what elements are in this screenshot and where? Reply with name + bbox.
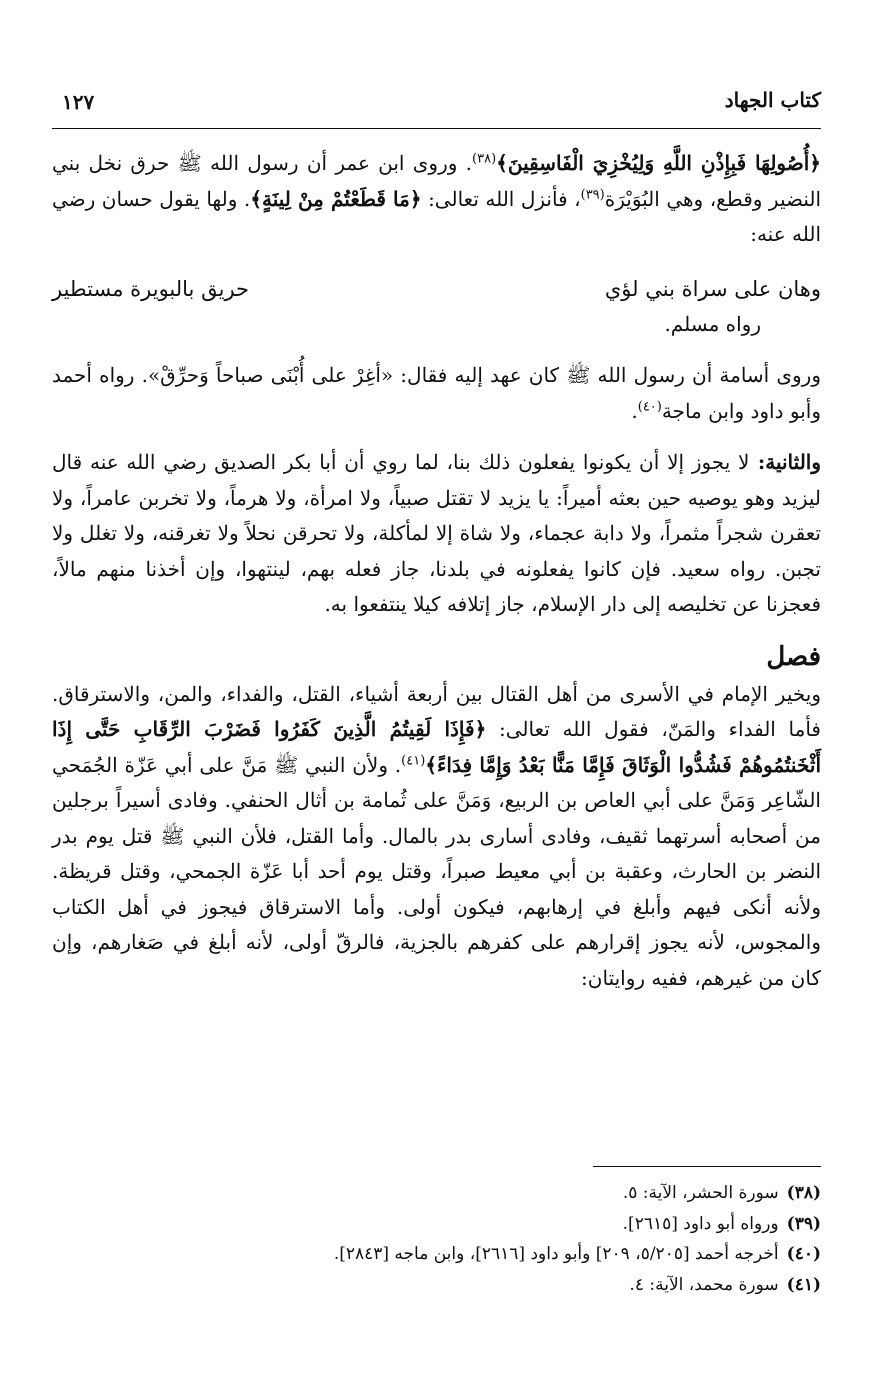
footnote-item [52, 1209, 821, 1240]
footnote-number: (٤١) [786, 1274, 821, 1295]
footnote-item [52, 1270, 821, 1301]
paragraph-1 [52, 146, 821, 253]
section-heading: فصل [766, 641, 821, 672]
page-number: ١٢٧ [62, 90, 95, 114]
footnote-text: ورواه أبو داود [٢٦١٥]. [622, 1213, 779, 1234]
footnote-ref-38[interactable]: (٣٨) [472, 151, 497, 167]
paragraph-text: . [631, 398, 638, 423]
footnote-text: أخرجه أحمد [٥/٢٠٥، ٢٠٩] وأبو داود [٢٦١٦]، وابن ماجه [٢٨٤٣]. [333, 1244, 779, 1264]
footnote-ref-40[interactable]: (٤٠) [637, 398, 662, 414]
paragraph-3 [52, 445, 821, 623]
footnote-number: (٣٩) [786, 1213, 821, 1234]
main-text [52, 146, 821, 996]
footnote-text: سورة الحشر، الآية: ٥. [622, 1183, 779, 1203]
paragraph-4 [52, 677, 821, 997]
quran-verse: ﴿فَإِذَا لَقِيتُمُ الَّذِينَ كَفَرُوا فَضَرْبَ الرِّقَابِ حَتَّى إِذَا أَثْخَنتُمُوهُمْ فَشُدُّوا الْوَثَاقَ فَإِمَّا مَنًّا بَعْدُ وَإِمَّا فِدَاءً﴾ [52, 717, 822, 777]
footnote-number: (٤٠) [786, 1244, 821, 1264]
poem-hemistich-second: حريق بالبويرة مستطير [52, 276, 250, 301]
poem-verse [52, 271, 821, 307]
paragraph-text: ، فأنزل الله تعالى: [421, 186, 581, 211]
paragraph-text: ويخير الإمام في الأسرى من أهل القتال بين أربعة أشياء، القتل، والفداء، والمن، والاسترقاق. فأما الفداء والمَنّ، فقول الله تعالى: [52, 681, 821, 741]
footnote-ref-41[interactable]: (٤١) [401, 752, 426, 768]
paragraph-2 [52, 358, 821, 429]
quran-verse: ﴿أُصُولِهَا فَبِإِذْنِ اللَّهِ وَلِيُخْزِيَ الْفَاسِقِينَ﴾ [496, 151, 821, 175]
paragraph-text: . وروى ابن عمر أن رسول الله ﷺ حرق نخل بني النضير وقطع، وهي البُوَيْرَة [52, 151, 822, 211]
paragraph-text: وروى أسامة أن رسول الله ﷺ كان عهد إليه فقال: «أغِرْ على أُبْنَى صباحاً وَحرِّقْ». رواه أحمد وأبو داود وابن ماجة [52, 363, 821, 423]
footnote-item [52, 1178, 821, 1209]
narration-note: رواه مسلم. [664, 311, 761, 336]
quran-verse: ﴿مَا قَطَعْتُمْ مِنْ لِينَةٍ﴾ [250, 186, 422, 211]
paragraph-text: . ولها يقول حسان رضي الله عنه: [52, 186, 821, 246]
poem-hemistich-first: وهان على سراة بني لؤي [604, 276, 821, 301]
footnote-divider [593, 1166, 821, 1167]
footnotes [52, 1178, 821, 1300]
second-ruling-label: والثانية: [749, 450, 821, 474]
footnote-text: سورة محمد، الآية: ٤. [629, 1274, 779, 1295]
footnote-ref-39[interactable]: (٣٩) [580, 186, 605, 202]
footnote-number: (٣٨) [786, 1183, 821, 1203]
footnote-item [52, 1239, 821, 1270]
paragraph-text: لا يجوز إلا أن يكونوا يفعلون ذلك بنا، لما روي أن أبا بكر الصديق رضي الله عنه قال ليزيد وهو يوصيه حين بعثه أميراً: يا يزيد لا تقتل صبياً، ولا امرأة، ولا هرماً، ولا تخربن عامراً، ولا تعقرن شجراً مثمراً، ولا دابة عجماء، ولا شاة إلا لمأكلة، ولا تحرقن نحلاً ولا تغرقنه، ولا تغلل ولا تجبن. رواه سعيد. فإن كانوا يفعلونه في بلدنا، جاز فعله بهم، لينتهوا، وإن أخذنا منهم مالاً، فعجزنا عن تخليصه إلى دار الإسلام، جاز إتلافه كيلا ينتفعوا به. [52, 450, 821, 616]
page-header [52, 88, 821, 129]
book-title: كتاب الجهاد [724, 88, 821, 112]
paragraph-text: . ولأن النبي ﷺ مَنَّ على أبي عَزّة الجُمَحي الشّاعِر وَمَنَّ على أبي العاص بن الربيع، وَمَنَّ على ثُمامة بن أثال الحنفي. وفادى أسيراً برجلين من أصحابه أسرتهما ثقيف، وفادى أسارى بدر بالمال. وأما القتل، فلأن النبي ﷺ قتل يوم بدر النضر بن الحارث، وعقبة بن أبي معيط صبراً، وقتل يوم أحد أبا عَزّة الجمحي، وقتل قريظة. ولأنه أنكى فيهم وأبلغ في إرهابهم، فيكون أولى. وأما الاسترقاق فيجوز في أهل الكتاب والمجوس، لأنه يجوز إقرارهم على كفرهم بالجزية، فالرقّ أولى، لأنه أبلغ في صَغارهم، وإن كان من غيرهم، ففيه روايتان: [52, 752, 821, 990]
